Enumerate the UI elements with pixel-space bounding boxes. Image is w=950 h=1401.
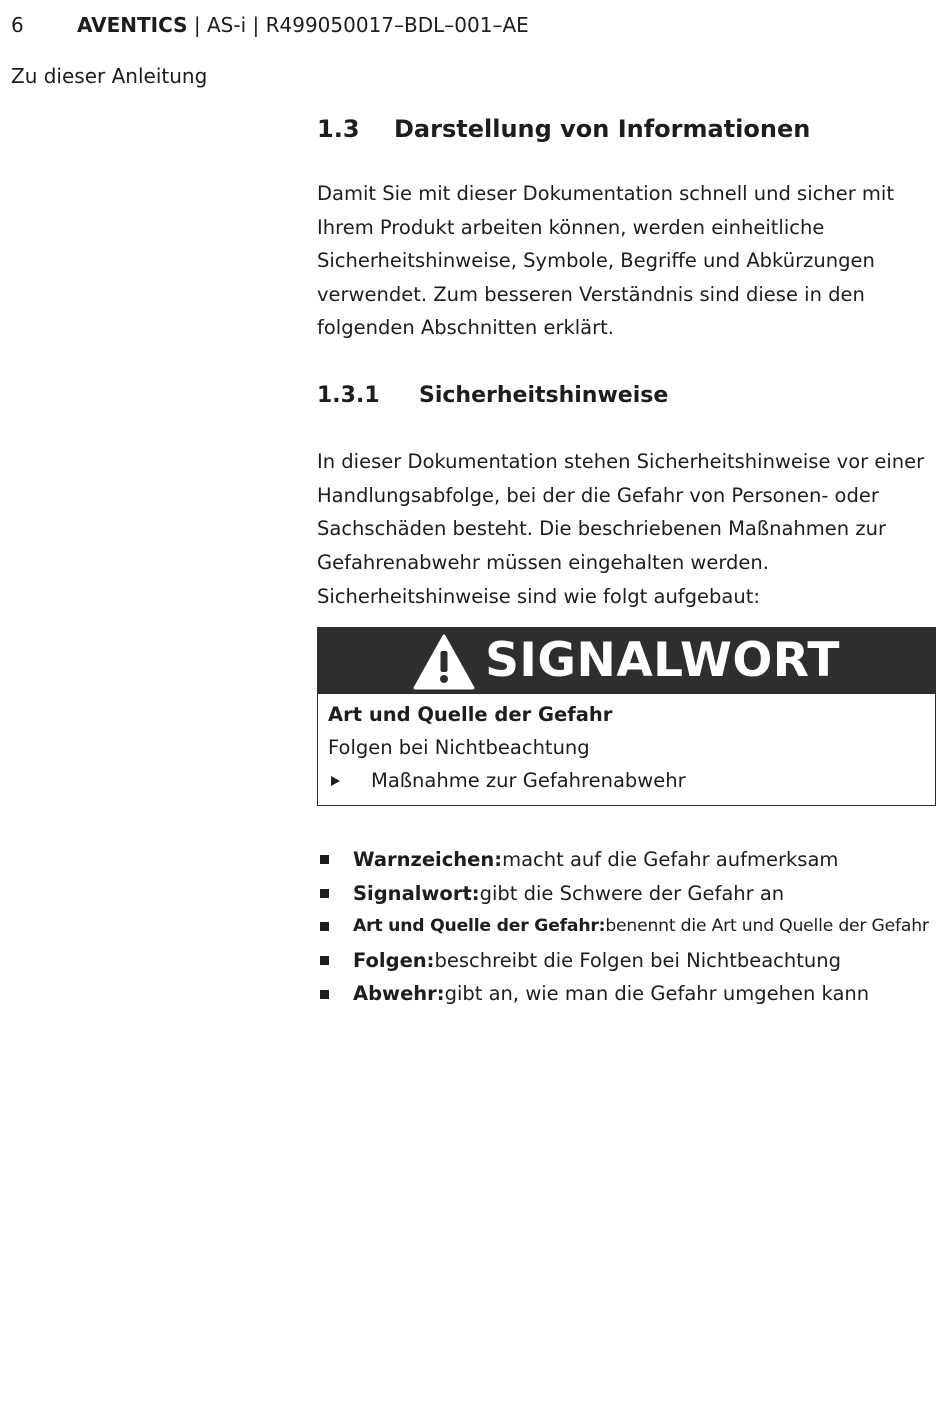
legend-text: benennt die Art und Quelle der Gefahr — [605, 916, 929, 937]
subsection-title: Sicherheitshinweise — [419, 383, 669, 408]
chapter-label: Zu dieser Anleitung — [11, 64, 208, 88]
list-item — [317, 944, 947, 978]
square-bullet-icon — [320, 889, 329, 898]
legend-term: Signalwort: — [353, 881, 480, 905]
legend-text: macht auf die Gefahr aufmerksam — [502, 848, 839, 871]
legend-term: Art und Quelle der Gefahr: — [353, 916, 606, 937]
section-heading-1-3-1 — [317, 381, 668, 411]
hazard-consequences: Folgen bei Nichtbeachtung — [328, 736, 590, 759]
hazard-measure: Maßnahme zur Gefahrenabwehr — [371, 769, 686, 792]
warning-header — [318, 628, 935, 694]
section-heading-1-3 — [317, 113, 810, 145]
section-title: Darstellung von Informationen — [394, 115, 811, 143]
document-id: | AS-i | R499050017–BDL–001–AE — [187, 13, 529, 37]
legend-text: beschreibt die Folgen bei Nichtbeachtung — [434, 948, 841, 972]
page-number: 6 — [11, 13, 24, 37]
list-item — [317, 877, 947, 911]
square-bullet-icon — [320, 990, 329, 999]
warning-box — [317, 627, 936, 806]
brand-name: AVENTICS — [77, 13, 188, 37]
subsection-number: 1.3.1 — [317, 383, 380, 408]
legend-term: Warnzeichen: — [353, 848, 503, 871]
legend-term: Abwehr: — [353, 982, 445, 1006]
safety-paragraph: In dieser Dokumentation stehen Sicherheitshinweise vor einer Handlungsabfolge, bei der die Gefahr von Personen- oder Sachschäden besteht. Die beschriebenen Maßnahmen zur Gefahrenabwehr müssen eingehalten werden. — [317, 450, 925, 574]
warning-triangle-icon — [413, 634, 475, 690]
square-bullet-icon — [320, 956, 329, 965]
warning-body — [318, 694, 935, 797]
hazard-measure-row — [328, 764, 925, 797]
section-number: 1.3 — [317, 115, 360, 143]
legend-text: gibt an, wie man die Gefahr umgehen kann — [444, 982, 870, 1006]
safety-structure-intro: Sicherheitshinweise sind wie folgt aufgebaut: — [317, 585, 760, 608]
page-header — [11, 12, 529, 38]
list-item — [317, 910, 947, 944]
warning-legend-list — [317, 843, 947, 1011]
list-item — [317, 843, 947, 877]
legend-text: gibt die Schwere der Gefahr an — [479, 881, 785, 905]
intro-paragraph: Damit Sie mit dieser Dokumentation schnell und sicher mit Ihrem Produkt arbeiten können, werden einheitliche Sicherheitshinweise, Symbole, Begriffe und Abkürzungen verwendet. Zum besseren Verständnis sind diese in den folgenden Abschnitten erklärt. — [317, 182, 894, 340]
list-item — [317, 977, 947, 1011]
hazard-type: Art und Quelle der Gefahr — [328, 703, 613, 726]
arrow-bullet-icon — [331, 776, 340, 786]
square-bullet-icon — [320, 922, 329, 931]
square-bullet-icon — [320, 855, 329, 864]
signal-word: SIGNALWORT — [485, 633, 840, 688]
legend-term: Folgen: — [353, 948, 435, 972]
